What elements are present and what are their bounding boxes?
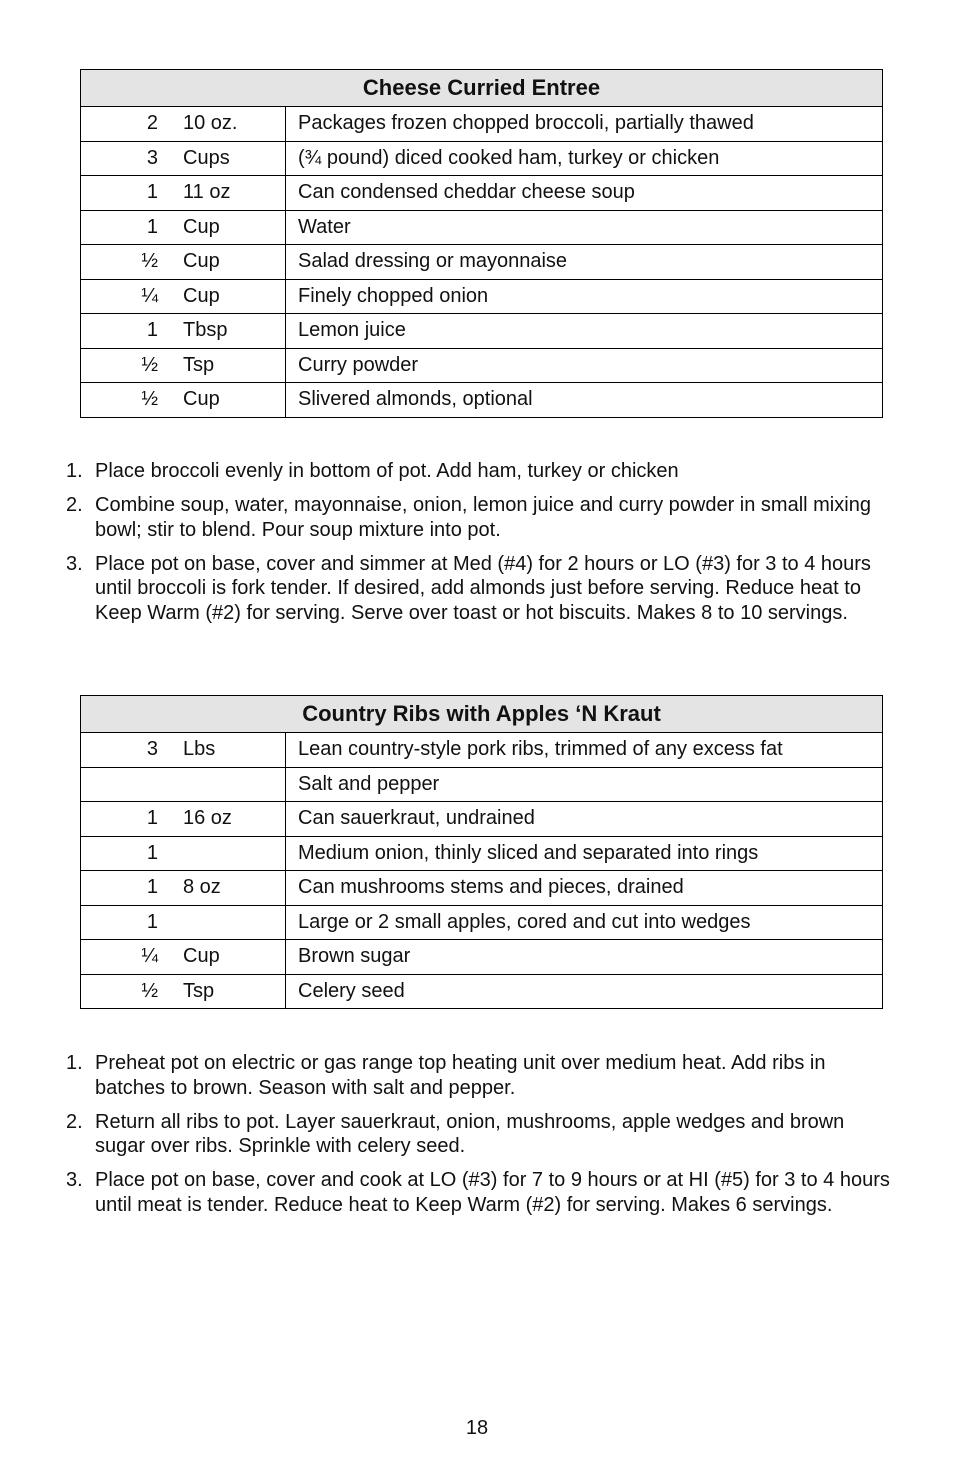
ingredient-amount [81, 210, 286, 245]
ingredient-description: Curry powder [286, 348, 883, 383]
ingredient-qty: 1 [146, 841, 158, 864]
ingredient-qty: ¼ [141, 945, 158, 968]
step-number: 2. [66, 494, 83, 516]
ingredient-row [81, 245, 883, 280]
ingredient-qty: 2 [146, 112, 158, 135]
ingredient-amount [81, 905, 286, 940]
ingredient-unit: Tsp [183, 979, 215, 1002]
ingredient-description: Can mushrooms stems and pieces, drained [286, 871, 883, 906]
instruction-step [66, 552, 896, 626]
ingredient-row [81, 176, 883, 211]
step-text: Return all ribs to pot. Layer sauerkraut, onion, mushrooms, apple wedges and brown sugar over ribs. Sprinkle with celery seed. [95, 1110, 845, 1157]
ingredient-description: Packages frozen chopped broccoli, partially thawed [286, 107, 883, 142]
ingredient-description: Salt and pepper [286, 767, 883, 802]
ingredient-description: Finely chopped onion [286, 279, 883, 314]
ingredient-description: Large or 2 small apples, cored and cut into wedges [286, 905, 883, 940]
ingredient-unit: Cup [183, 215, 220, 238]
ingredient-description: Lemon juice [286, 314, 883, 349]
ingredient-description: Celery seed [286, 974, 883, 1009]
ingredient-amount [81, 733, 286, 768]
ingredient-row [81, 940, 883, 975]
ingredient-row [81, 871, 883, 906]
instructions-list-country-ribs [66, 1051, 896, 1227]
ingredient-qty: 1 [146, 319, 158, 342]
ingredient-amount [81, 348, 286, 383]
ingredient-unit: 16 oz [183, 807, 232, 830]
ingredient-row [81, 802, 883, 837]
ingredient-amount [81, 767, 286, 802]
ingredients-table-country-ribs [80, 695, 883, 1009]
ingredient-qty: 1 [146, 215, 158, 238]
ingredient-row [81, 279, 883, 314]
page-number: 18 [465, 1417, 489, 1439]
ingredient-row [81, 348, 883, 383]
step-number: 3. [66, 1169, 83, 1191]
ingredient-description: (¾ pound) diced cooked ham, turkey or chicken [286, 141, 883, 176]
ingredient-amount [81, 314, 286, 349]
ingredient-row [81, 107, 883, 142]
ingredient-description: Lean country-style pork ribs, trimmed of any excess fat [286, 733, 883, 768]
ingredient-qty: ½ [141, 388, 158, 411]
ingredient-unit: Cup [183, 250, 220, 273]
ingredient-amount [81, 940, 286, 975]
ingredient-description: Salad dressing or mayonnaise [286, 245, 883, 280]
ingredient-qty: 3 [146, 738, 158, 761]
step-number: 1. [66, 1052, 83, 1074]
ingredient-amount [81, 279, 286, 314]
step-number: 3. [66, 552, 83, 575]
ingredient-qty: ½ [141, 250, 158, 273]
step-text: Place pot on base, cover and cook at LO (#3) for 7 to 9 hours or at HI (#5) for 3 to 4 hours until meat is tender. Reduce heat to Keep Warm (#2) for serving. Makes 6 servings. [95, 1169, 890, 1216]
ingredient-qty: ¼ [141, 284, 158, 307]
ingredient-amount [81, 141, 286, 176]
ingredient-unit: Tsp [183, 353, 215, 376]
ingredient-amount [81, 245, 286, 280]
ingredient-amount [81, 802, 286, 837]
instruction-step [66, 1168, 896, 1217]
ingredient-unit: Cup [183, 388, 220, 411]
ingredient-row [81, 210, 883, 245]
ingredient-description: Slivered almonds, optional [286, 383, 883, 418]
table-header-row [81, 70, 883, 107]
ingredient-description: Water [286, 210, 883, 245]
ingredient-amount [81, 176, 286, 211]
ingredient-unit: Cup [183, 284, 220, 307]
ingredient-description: Brown sugar [286, 940, 883, 975]
step-text: Preheat pot on electric or gas range top heating unit over medium heat. Add ribs in batches to brown. Season with salt and pepper. [95, 1052, 826, 1099]
ingredient-unit: 11 oz [183, 181, 231, 204]
ingredient-amount [81, 836, 286, 871]
ingredient-row [81, 383, 883, 418]
recipe-title: Country Ribs with Apples ‘N Kraut [81, 696, 883, 733]
instruction-step [66, 493, 896, 542]
ingredient-row [81, 733, 883, 768]
ingredient-unit: Tbsp [183, 319, 228, 342]
step-number: 1. [66, 460, 83, 482]
ingredients-table-cheese-curried-entree [80, 69, 883, 418]
ingredient-qty: 1 [146, 181, 158, 204]
table-header-row [81, 696, 883, 733]
ingredient-qty: 3 [146, 146, 158, 169]
ingredient-unit: Lbs [183, 738, 216, 761]
ingredient-unit: 10 oz. [183, 112, 238, 135]
ingredient-amount [81, 974, 286, 1009]
ingredient-unit: 8 oz [183, 876, 221, 899]
ingredient-qty: ½ [141, 353, 158, 376]
ingredient-unit: Cups [183, 146, 230, 169]
step-number: 2. [66, 1110, 83, 1133]
ingredient-row [81, 314, 883, 349]
ingredient-description: Medium onion, thinly sliced and separated into rings [286, 836, 883, 871]
ingredient-qty: 1 [146, 807, 158, 830]
ingredient-row [81, 767, 883, 802]
ingredient-description: Can sauerkraut, undrained [286, 802, 883, 837]
instruction-step [66, 1051, 896, 1100]
ingredient-qty: 1 [146, 876, 158, 899]
ingredient-row [81, 905, 883, 940]
ingredient-description: Can condensed cheddar cheese soup [286, 176, 883, 211]
ingredient-amount [81, 383, 286, 418]
ingredient-amount [81, 107, 286, 142]
ingredient-row [81, 974, 883, 1009]
recipe-title: Cheese Curried Entree [81, 70, 883, 107]
step-text: Place pot on base, cover and simmer at Med (#4) for 2 hours or LO (#3) for 3 to 4 hours until broccoli is fork tender. If desired, add almonds just before serving. Reduce heat to Keep Warm (#2) for serving. Serve over toast or hot biscuits. Makes 8 to 10 servings. [95, 552, 871, 624]
ingredient-amount [81, 871, 286, 906]
ingredient-qty: 1 [146, 910, 158, 933]
step-text: Place broccoli evenly in bottom of pot. Add ham, turkey or chicken [95, 460, 679, 482]
instruction-step [66, 459, 896, 484]
ingredient-unit: Cup [183, 945, 220, 968]
instructions-list-cheese-curried-entree [66, 459, 896, 635]
instruction-step [66, 1110, 896, 1159]
step-text: Combine soup, water, mayonnaise, onion, lemon juice and curry powder in small mixing bowl; stir to blend. Pour soup mixture into pot. [95, 494, 871, 541]
ingredient-row [81, 836, 883, 871]
ingredient-row [81, 141, 883, 176]
ingredient-qty: ½ [141, 979, 158, 1002]
